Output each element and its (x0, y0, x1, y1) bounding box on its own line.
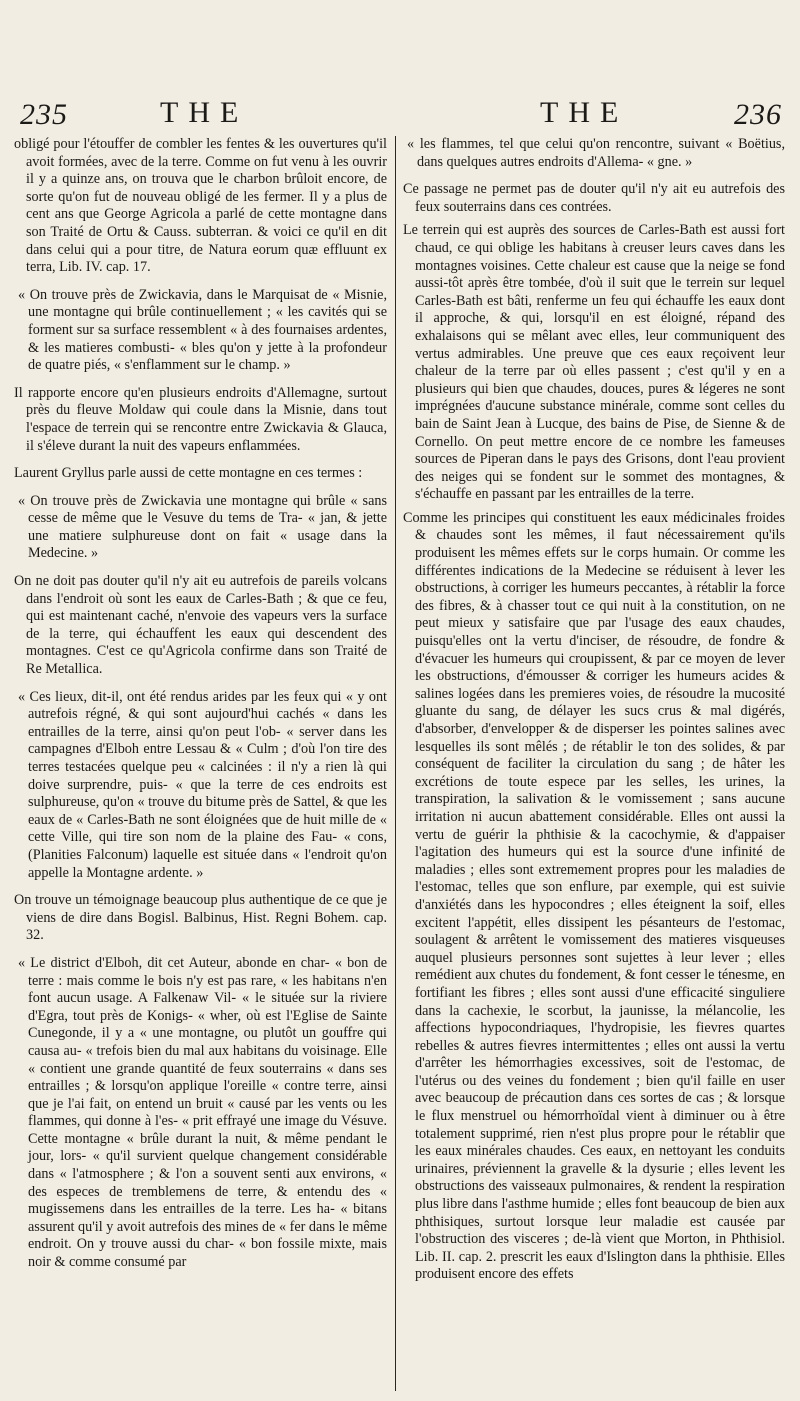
paragraph-carles-bath-volcanoes: On ne doit pas douter qu'il n'y ait eu autrefois de pareils volcans dans l'endroit où sont les eaux de Carles-Bath ; & que ce feu, qui est maintenant caché, n'envoie des vapeurs vers la surface de la terre, qui échauffent les eaux qui descendent des montagnes. C'est ce qu'Agricola confirme dans son Traité de Re Metallica. (14, 573, 387, 678)
right-page-number: 236 (734, 98, 782, 131)
quote-elboh-lands: « Ces lieux, dit-il, ont été rendus arides par les feux qui « y ont autrefois régné, & qui sont aujourd'hui cachés « dans les entrailles de la terre, ainsi qu'on peut l'ob- « server dans les campagnes d'Elboh entre Lessau & « Culm ; d'où l'on tire des terres testacées quelque peu « calcinées : il n'y a rien là qui doive surprendre, puis- « que la terre de ces endroits est sulphureuse, qu'on « trouve du bitume près de Sattel, & que les eaux de « Carles-Bath ne sont éloignées que de huit mille de « cette Ville, qui tire son nom de la plaine des Fau- « cons, (Planities Falconum) laquelle est située dans « l'endroit qu'on appelle la Montagne ardente. » (18, 688, 387, 881)
paragraph-medicinal-waters: Comme les principes qui constituent les eaux médicinales froides & chaudes sont les mêmes, il faut nécessairement qu'ils produisent les mêmes effets sur le corps humain. Or comme les différentes indications de la Medecine se réduisent à lever les obstructions, à corriger les humeurs peccantes, à rétablir la force des fibres, & à chasser tout ce qui nuit à la constitution, on ne peut mieux y satisfaire que par l'usage des eaux chaudes, puisqu'elles ont la vertu d'inciser, de résoudre, de fondre & d'évacuer les humeurs qui croupissent, & par ce moyen de lever les obstructions, d'émousser & corriger les humeurs acides & salines logées dans les premieres voies, de résoudre la mucosité gluante du sang, de délayer les sucs crus & mal digérés, d'absorber, d'envelopper & de disperser les pointes salines avec lesquelles ils sont mêlés ; de rétablir le ton des solides, & par conséquent de faciliter la circulation du sang ; de hâter les excrétions de toute espece par les selles, les urines, la transpiration, la salivation & le vomissement ; sans aucune irritation ni aucun abattement considérable. Elles ont aussi la vertu de guérir la phthisie & la cacochymie, & d'appaiser l'agitation des humeurs qui est la source d'une infinité de maladies ; elles sont extremement propres pour les maladies de l'estomac, telles que son enflure, par exemple, qui est suivie d'anxiétés dans les hypocondres ; elles éteignent la soif, elles excitent l'appétit, elles dissipent les pésanteurs de l'estomac, soulagent & arrêtent le vomissement des matieres visqueuses auquel plusieurs personnes sont sujettes à leur lever ; elles remédient aux chutes du fondement, & font cesser le ténesme, en fortifiant les fibres ; elles sont aussi d'une efficacité singuliere dans la cachexie, le scorbut, la jaunisse, la mélancolie, les affections hypocondriaques, l'hydropisie, les fievres quartes rebelles & autres fievres intermittentes ; elles ont aussi la vertu d'arrêter les hémorrhagies excessives, soit de l'estomac, de l'utérus ou des veines du fondement ; bien qu'il faille en user avec beaucoup de précaution dans ces sortes de cas ; & lorsque le flux menstruel ou hémorrhoïdal vient à diminuer ou à être totalement supprimé, rien n'est plus propre pour le rétablir que les eaux minérales chaudes. Ces eaux, en nettoyant les conduits urinaires, préviennent la gravelle & la dysurie ; elles levent les obstructions des vaisseaux pulmonaires, & rendent la respiration plus libre dans l'asthme humide ; elles font beaucoup de bien aux phthisiques, surtout lorsque leur maladie est causée par l'obstruction des visceres ; de-là vient que Morton, in Phthisiol. Lib. II. cap. 2. prescrit les eaux d'Islington dans la phthisie. Elles produisent encore des effets (403, 509, 785, 1283)
right-text-column (403, 136, 785, 1394)
quote-elboh-district: « Le district d'Elboh, dit cet Auteur, abonde en char- « bon de terre : mais comme le bois n'y est pas rare, « les habitans n'en font aucun usage. A Falkenaw Vil- « le située sur la riviere d'Egra, tout près de Konigs- « wher, où est l'Eglise de Sainte Cunegonde, il y a « une montagne, ou plutôt un gouffre qui causa au- « trefois bien du mal aux habitans du voisinage. Elle « contient une grande quantité de feux souterrains « dans ses entrailles ; & lorsqu'on applique l'oreille « contre terre, ainsi que je l'ai fait, on entend un bruit « causé par les vents ou les flammes, qui donne à l'es- « prit effrayé une image du Vésuve. Cette montagne « brûle durant la nuit, & même pendant le jour, lors- « qu'il survient quelque changement considérable dans « l'atmosphere ; & l'on a souvent senti aux environs, « des especes de tremblemens de terre, & entendu des « mugissemens dans les entrailles de la terre. Les ha- « bitans assurent qu'il y avoit autrefois des mines de « fer dans le même endroit. On y trouve aussi du char- « bon fossile mixte, mais noir & comme consumé par (18, 954, 387, 1271)
left-running-title: THE (160, 96, 249, 129)
quote-zwickavia-mountain: « On trouve près de Zwickavia, dans le Marquisat de « Misnie, une montagne qui brûle continuellement ; « les cavités qui se forment sur sa surface ressemblent « à des fournaises ardentes, & les matieres combusti- « bles qu'on y jette à la profondeur de quatre piés, « s'enflamment sur le champ. » (18, 286, 387, 374)
right-running-title: THE (540, 96, 629, 129)
column-divider (395, 136, 396, 1391)
running-header (0, 96, 800, 136)
left-page-number: 235 (20, 98, 68, 131)
quote-continuation-boetius: « les flammes, tel que celui qu'on rencontre, suivant « Boëtius, dans quelques autres endroits d'Allema- « gne. » (407, 136, 785, 170)
quote-gryllus: « On trouve près de Zwickavia une montagne qui brûle « sans cesse de même que le Vesuve du tems de Tra- « jan, & jette une matiere sulphureuse dont on fait « usage dans la Medecine. » (18, 492, 387, 562)
paragraph-balbinus: On trouve un témoignage beaucoup plus authentique de ce que je viens de dire dans Bogisl. Balbinus, Hist. Regni Bohem. cap. 32. (14, 892, 387, 944)
paragraph-hot-terrain: Le terrein qui est auprès des sources de Carles-Bath est aussi fort chaud, ce qui oblige les habitans à creuser leurs caves dans les montagnes voisines. Cette chaleur est cause que la neige se fond aussi-tôt après être tombée, d'où il suit que le terrein sur lequel Carles-Bath est bâti, renferme un feu qui échauffe les eaux dont il approche, & qui, lorsqu'il en est éloigné, répand des exhalaisons qui se mêlant avec elles, leur communiquent des vertus admirables. Une preuve que ces eaux reçoivent leur chaleur de la terre par où elles passent ; c'est qu'il y en a plusieurs qui bien que chaudes, douces, pures & légeres ne sont imprégnées d'aucune substance minérale, comme sont celles du bain de Saint Jean à Lucque, des bains de Pise, de Sienne & de Cornello. On peut mettre encore de ce nombre les fameuses sources de Piperan dans le pays des Grisons, dont l'eau provient des neiges qui se fondent sur le sommet des montagnes, & s'échauffe en passant par les entrailles de la terre. (403, 222, 785, 503)
left-text-column (14, 136, 387, 1394)
paragraph-agricola-intro: obligé pour l'étouffer de combler les fentes & les ouvertures qu'il avoit formées, avec de la terre. Comme on fut venu à les ouvrir il y a quinze ans, on trouva que le charbon brûloit encore, de sorte qu'on fut de nouveau obligé de les fermer. Il y a plus de cent ans que George Agricola a parlé de cette montagne dans son Traité de Ortu & Causs. subterran. & voici ce qu'il en dit dans celui qui a pour titre, de Natura eorum quæ effluunt ex terra, Lib. IV. cap. 17. (14, 136, 387, 276)
paragraph-subterranean-fires: Ce passage ne permet pas de douter qu'il n'y ait eu autrefois des feux souterrains dans ces contrées. (403, 181, 785, 215)
paragraph-moldaw-vapours: Il rapporte encore qu'en plusieurs endroits d'Allemagne, surtout près du fleuve Moldaw qui coule dans la Misnie, dans tout l'espace de terrein qui se rencontre entre Zwickavia & Glauca, il s'éleve durant la nuit des vapeurs enflammées. (14, 384, 387, 454)
paragraph-gryllus: Laurent Gryllus parle aussi de cette montagne en ces termes : (14, 465, 363, 482)
